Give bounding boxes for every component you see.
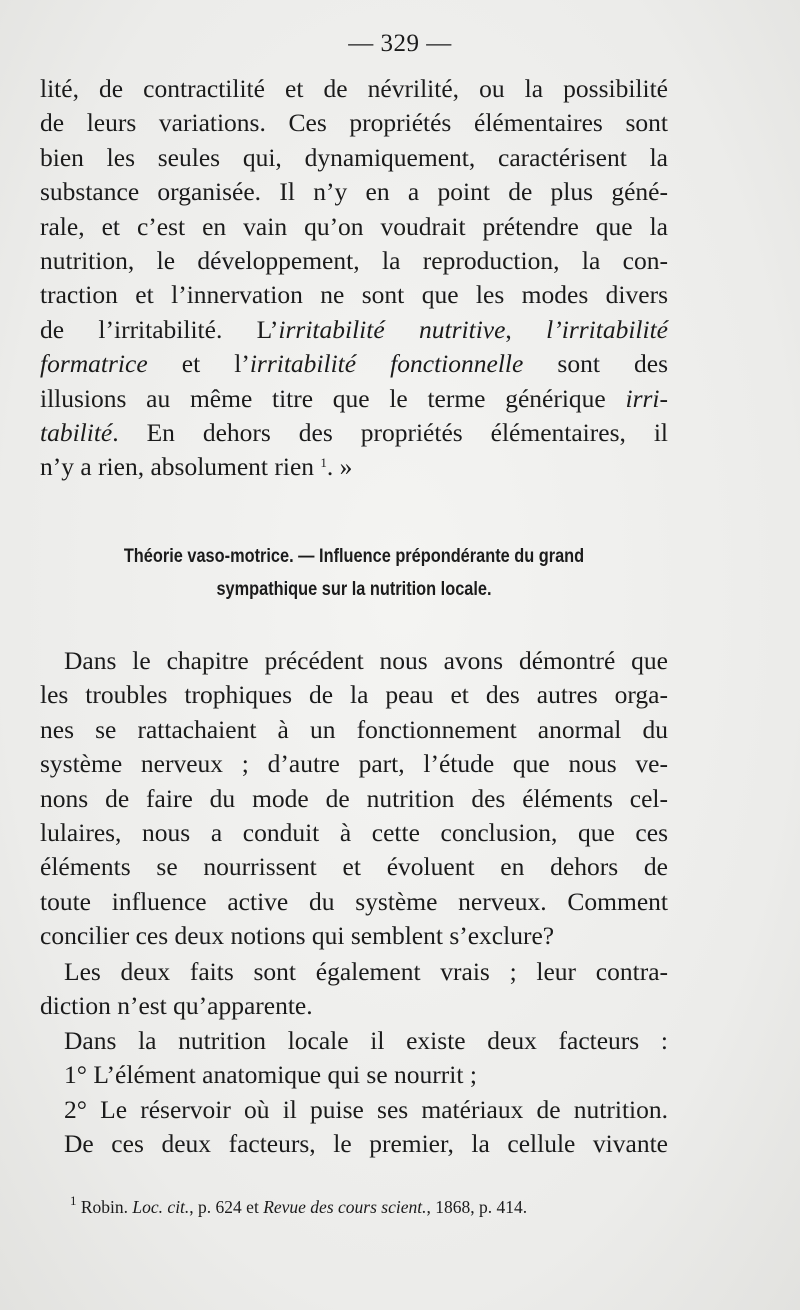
text-line: lité, de contractilité et de névrilité, ou la possibilité bbox=[40, 74, 668, 103]
text-line: nutrition, le développement, la reproduction, la con- bbox=[40, 246, 668, 276]
text-run: et l’ bbox=[147, 349, 250, 379]
text-run: illusions au même titre que le terme générique bbox=[40, 383, 626, 413]
text-line: les troubles trophiques de la peau et des autres orga- bbox=[40, 680, 668, 710]
text-run: , bbox=[505, 314, 547, 344]
text-line: toute influence active du système nerveux. Comment bbox=[40, 886, 668, 916]
text-line: bien les seules qui, dynamiquement, caractérisent la bbox=[40, 142, 668, 172]
text-line: éléments se nourrissent et évoluent en dehors de bbox=[40, 852, 668, 882]
footnote-italic: Revue des cours scient. bbox=[263, 1197, 427, 1217]
text-line: substance organisée. Il n’y en a point de plus géné- bbox=[40, 177, 668, 207]
text-line: traction et l’innervation ne sont que les modes divers bbox=[40, 280, 668, 310]
paragraph-3 bbox=[40, 955, 668, 1024]
text-line bbox=[40, 382, 668, 416]
page-number: — 329 — bbox=[348, 30, 452, 57]
text-line: de leurs variations. Ces propriétés élémentaires sont bbox=[40, 108, 668, 138]
italic-term: irri- bbox=[625, 383, 668, 413]
paragraph-4 bbox=[40, 1024, 668, 1127]
list-item-2: 2° Le réservoir où il puise ses matériaux de nutrition. bbox=[64, 1094, 668, 1124]
italic-term: formatrice bbox=[40, 349, 148, 379]
text-line-last: concilier ces deux notions qui semblent s’exclure? bbox=[40, 921, 555, 951]
italic-term: irritabilité nutritive bbox=[278, 314, 506, 344]
text-run: n’y a rien, absolument rien bbox=[40, 452, 315, 482]
text-line-last: diction n’est qu’apparente. bbox=[40, 991, 313, 1021]
text-line: Dans la nutrition locale il existe deux facteurs : bbox=[64, 1026, 668, 1055]
text-line: Dans le chapitre précédent nous avons démontré que bbox=[64, 646, 668, 675]
footnote bbox=[70, 1195, 670, 1219]
text-run: sont des bbox=[523, 349, 668, 379]
text-line bbox=[40, 347, 668, 381]
italic-term: irritabilité fonctionnelle bbox=[249, 349, 524, 379]
text-line bbox=[40, 416, 668, 450]
list-item-1: 1° L’élément anatomique qui se nourrit ; bbox=[64, 1060, 477, 1090]
italic-term: l’irritabilité bbox=[546, 314, 668, 344]
footnote-text: , p. 624 et bbox=[189, 1197, 264, 1217]
footnote-reference: 1 bbox=[320, 455, 327, 471]
heading-line: Théorie vaso-motrice. — Influence prépondérante du grand bbox=[123, 546, 585, 567]
section-heading bbox=[84, 540, 624, 606]
text-line: De ces deux facteurs, le premier, la cellule vivante bbox=[64, 1129, 668, 1158]
paragraph-1 bbox=[40, 72, 668, 485]
text-line-last bbox=[40, 450, 668, 484]
text-run: . » bbox=[326, 452, 353, 482]
footnote-text: , 1868, p. 414. bbox=[426, 1197, 528, 1217]
text-line: nons de faire du mode de nutrition des éléments cel- bbox=[40, 783, 668, 813]
italic-term: tabilité bbox=[40, 418, 113, 448]
text-line: nes se rattachaient à un fonctionnement anormal du bbox=[40, 714, 668, 744]
heading-line: sympathique sur la nutrition locale. bbox=[216, 579, 492, 600]
text-line: lulaires, nous a conduit à cette conclusion, que ces bbox=[40, 818, 668, 848]
footnote-text: Robin. bbox=[76, 1197, 133, 1217]
paragraph-5 bbox=[40, 1127, 668, 1161]
text-line: rale, et c’est en vain qu’on voudrait prétendre que la bbox=[40, 211, 668, 241]
text-line: système nerveux ; d’autre part, l’étude que nous ve- bbox=[40, 749, 668, 779]
text-line bbox=[40, 313, 668, 347]
footnote-italic: Loc. cit. bbox=[132, 1197, 190, 1217]
text-run: . En dehors des propriétés élémentaires, il bbox=[112, 418, 668, 448]
text-run: de l’irritabilité. L’ bbox=[40, 314, 279, 344]
text-line: Les deux faits sont également vrais ; leur contra- bbox=[64, 957, 668, 986]
footnote-mark: 1 bbox=[70, 1193, 77, 1208]
paragraph-2 bbox=[40, 644, 668, 954]
